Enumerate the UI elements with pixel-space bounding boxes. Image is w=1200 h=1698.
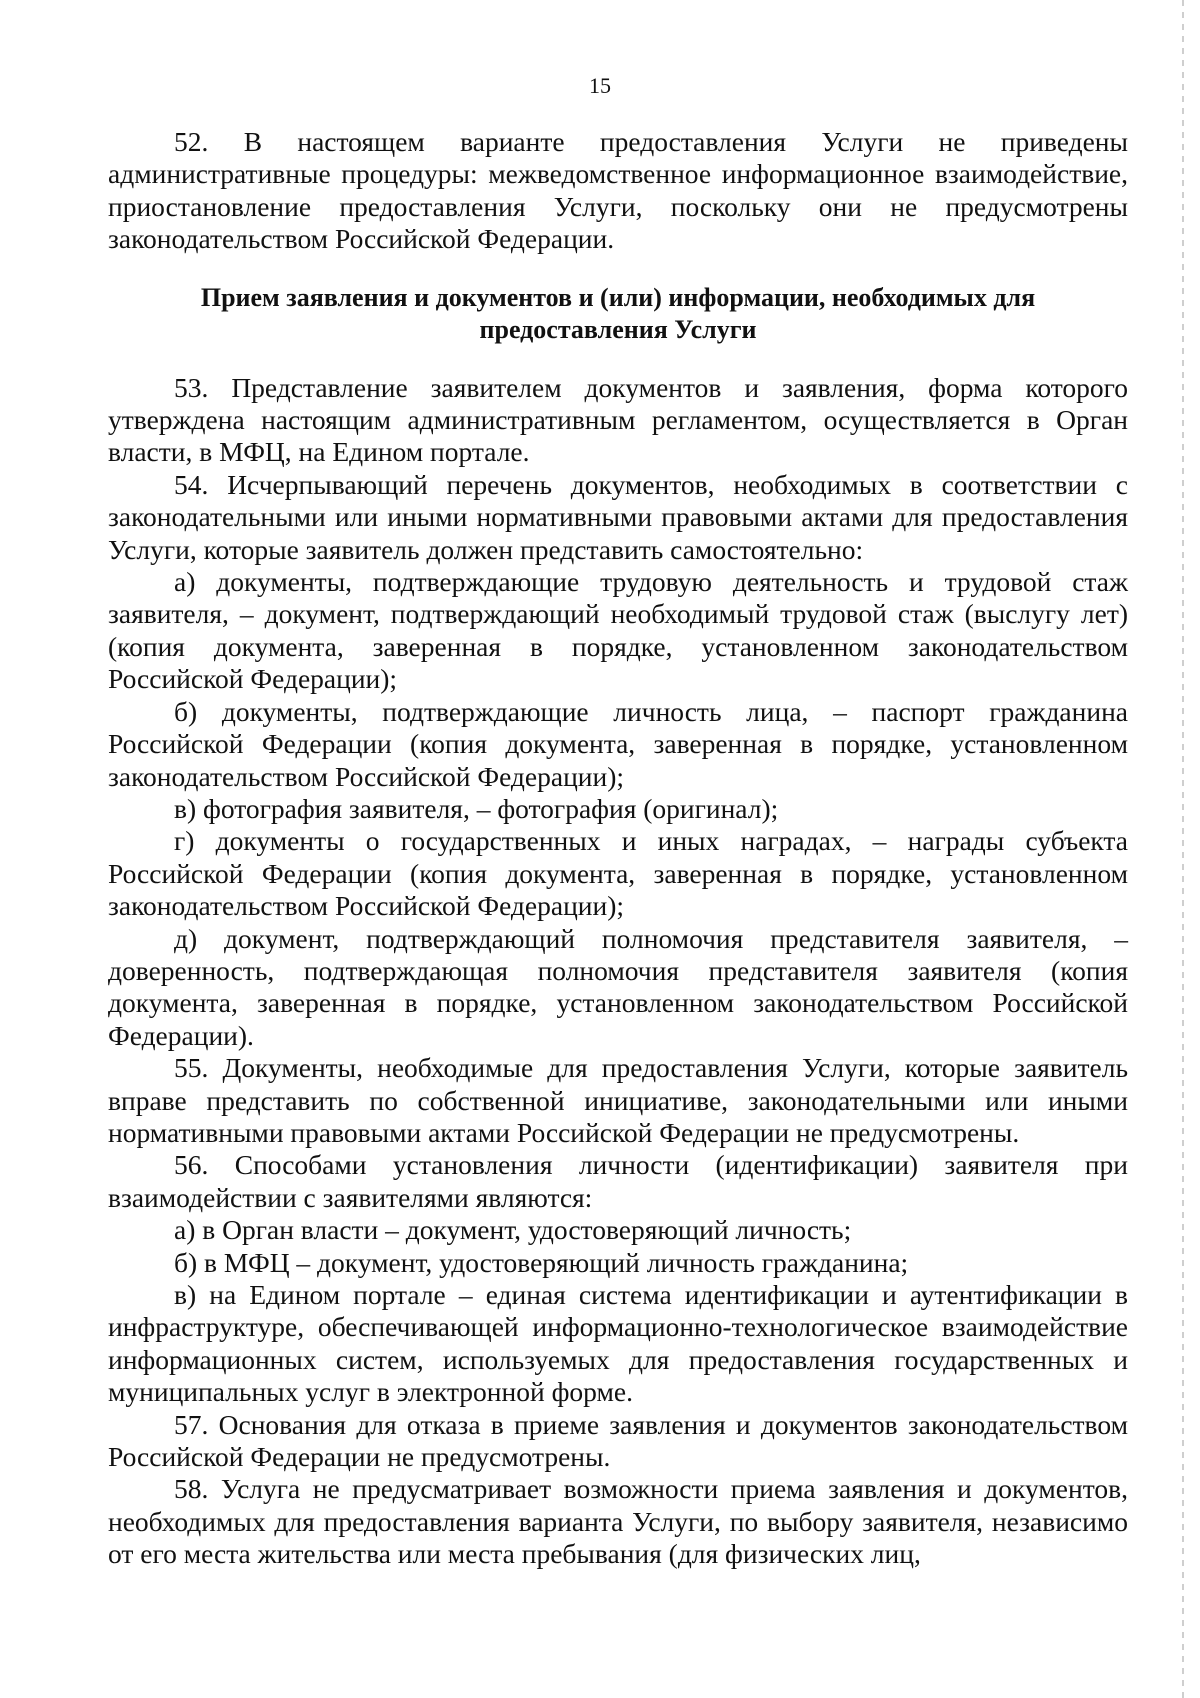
paragraph-54-v: в) фотография заявителя, – фотография (оригинал); bbox=[174, 792, 779, 824]
paragraph-54-b: б) документы, подтверждающие личность лица, – паспорт гражданина Российской Федерации (копия документа, заверенная в порядке, установленном законодательством Российской Федерации); bbox=[108, 695, 1128, 792]
paragraph-54-g: г) документы о государственных и иных наградах, – награды субъекта Российской Федерации (копия документа, заверенная в порядке, установленном законодательством Российской Федерации); bbox=[108, 825, 1128, 922]
section-heading: Прием заявления и документов и (или) информации, необходимых для предоставления Услуги bbox=[200, 282, 1036, 344]
paragraph-56-a: а) в Орган власти – документ, удостоверяющий личность; bbox=[174, 1214, 852, 1246]
paragraph-54: 54. Исчерпывающий перечень документов, необходимых в соответствии с законодательными или иными нормативными правовыми актами для предоставления Услуги, которые заявитель должен представить самостоятельно: bbox=[108, 468, 1128, 565]
paragraph-56: 56. Способами установления личности (идентификации) заявителя при взаимодействии с заявителями являются: bbox=[108, 1149, 1128, 1213]
paragraph-56-b: б) в МФЦ – документ, удостоверяющий личность гражданина; bbox=[174, 1246, 909, 1278]
paragraph-54-d: д) документ, подтверждающий полномочия представителя заявителя, – доверенность, подтверждающая полномочия представителя заявителя (копия документа, заверенная в порядке, установленном законодательством Российской Федерации). bbox=[108, 922, 1128, 1051]
paragraph-55: 55. Документы, необходимые для предоставления Услуги, которые заявитель вправе представить по собственной инициативе, законодательными или иными нормативными правовыми актами Российской Федерации не предусмотрены. bbox=[108, 1052, 1128, 1148]
paragraph-57: 57. Основания для отказа в приеме заявления и документов законодательством Российской Федерации не предусмотрены. bbox=[108, 1408, 1128, 1473]
document-body bbox=[108, 126, 1128, 1571]
paragraph-56-v: в) на Едином портале – единая система идентификации и аутентификации в инфраструктуре, обеспечивающей информационно-технологическое взаимодействие информационных систем, используемых для предоставления государственных и муниципальных услуг в электронной форме. bbox=[108, 1279, 1128, 1408]
paragraph-58: 58. Услуга не предусматривает возможности приема заявления и документов, необходимых для предоставления варианта Услуги, по выбору заявителя, независимо от его места жительства или места пребывания (для физических лиц, bbox=[108, 1473, 1128, 1570]
scan-edge-marks bbox=[1182, 0, 1184, 1698]
paragraph-52: 52. В настоящем варианте предоставления Услуги не приведены административные процедуры: межведомственное информационное взаимодействие, приостановление предоставления Услуги, поскольку они не предусмотрены законодательством Российской Федерации. bbox=[108, 126, 1128, 255]
page-number: 15 bbox=[589, 73, 611, 98]
paragraph-54-a: а) документы, подтверждающие трудовую деятельность и трудовой стаж заявителя, – документ, подтверждающий необходимый трудовой стаж (выслугу лет) (копия документа, заверенная в порядке, установленном законодательством Российской Федерации); bbox=[108, 566, 1128, 695]
paragraph-53: 53. Представление заявителем документов и заявления, форма которого утверждена настоящим административным регламентом, осуществляется в Орган власти, в МФЦ, на Едином портале. bbox=[108, 371, 1128, 468]
